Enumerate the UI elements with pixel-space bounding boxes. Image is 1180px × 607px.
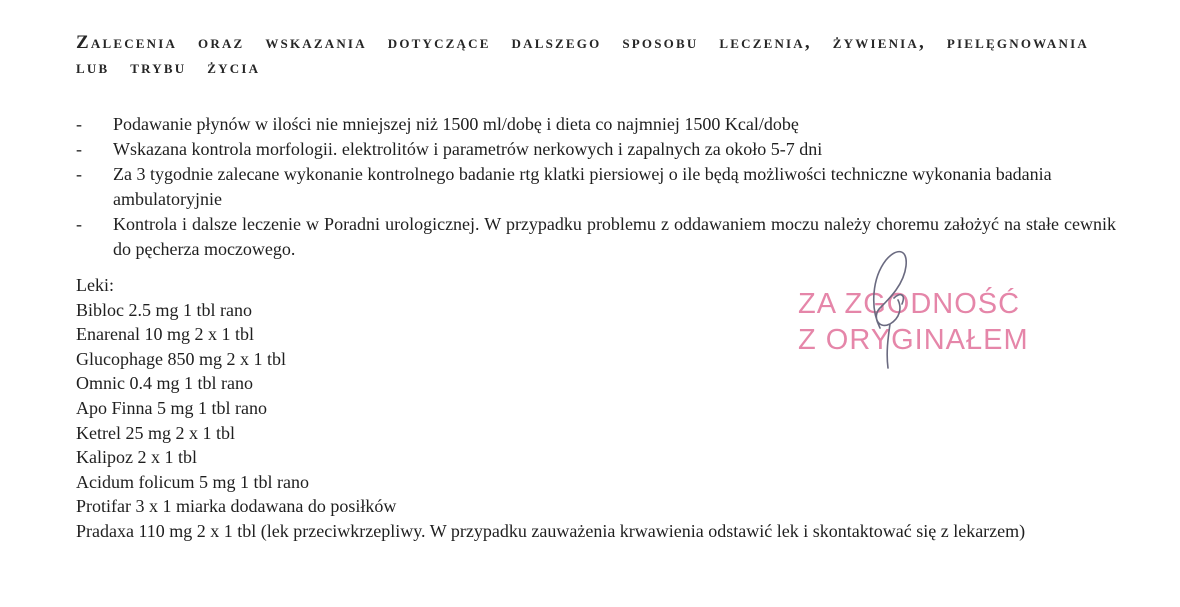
medication-item: Kalipoz 2 x 1 tbl xyxy=(76,447,197,468)
medication-item: Glucophage 850 mg 2 x 1 tbl xyxy=(76,348,286,369)
medication-item: Apo Finna 5 mg 1 tbl rano xyxy=(76,397,267,418)
signature-stroke xyxy=(874,252,906,368)
recommendation-text: Wskazana kontrola morfologii. elektrolitów i parametrów nerkowych i zapalnych za około 5-7 dni xyxy=(113,139,823,159)
list-dash: - xyxy=(76,114,82,134)
list-dash: - xyxy=(76,139,82,159)
medication-item: Pradaxa 110 mg 2 x 1 tbl (lek przeciwkrzepliwy. W przypadku zauważenia krwawienia odstawić lek i skontaktować się z lekarzem) xyxy=(76,520,1026,541)
recommendation-item xyxy=(76,112,1116,137)
medications-label: Leki: xyxy=(76,275,114,295)
list-dash: - xyxy=(76,164,82,184)
recommendation-text: Za 3 tygodnie zalecane wykonanie kontrolnego badanie rtg klatki piersiowej o ile będą możliwości techniczne wykonania badania ambulatoryjnie xyxy=(113,164,1052,209)
recommendation-item xyxy=(76,137,1116,162)
stamp-line-2: Z ORYGINAŁEM xyxy=(798,324,1029,356)
stamp-line-1: ZA ZGODNOŚĆ xyxy=(798,288,1021,320)
medication-item: Omnic 0.4 mg 1 tbl rano xyxy=(76,373,253,394)
medication-item: Acidum folicum 5 mg 1 tbl rano xyxy=(76,471,309,492)
recommendation-item xyxy=(76,212,1116,262)
medication-item: Bibloc 2.5 mg 1 tbl rano xyxy=(76,299,252,320)
handwritten-signature xyxy=(850,238,940,388)
recommendation-text: Kontrola i dalsze leczenie w Poradni urologicznej. W przypadku problemu z oddawaniem moczu należy choremu założyć na stałe cewnik do pęcherza moczowego. xyxy=(113,214,1116,259)
section-heading: Zalecenia oraz wskazania dotyczące dalszego sposobu leczenia, żywienia, pielęgnowania lub trybu życia xyxy=(76,32,1089,78)
list-dash: - xyxy=(76,214,82,234)
medication-item: Enarenal 10 mg 2 x 1 tbl xyxy=(76,324,254,345)
recommendations-list xyxy=(76,112,1116,262)
recommendation-item xyxy=(76,162,1116,212)
medication-item: Ketrel 25 mg 2 x 1 tbl xyxy=(76,422,235,443)
medication-item: Protifar 3 x 1 miarka dodawana do posiłków xyxy=(76,496,397,517)
recommendation-text: Podawanie płynów w ilości nie mniejszej niż 1500 ml/dobę i dieta co najmniej 1500 Kcal/dobę xyxy=(113,114,799,134)
